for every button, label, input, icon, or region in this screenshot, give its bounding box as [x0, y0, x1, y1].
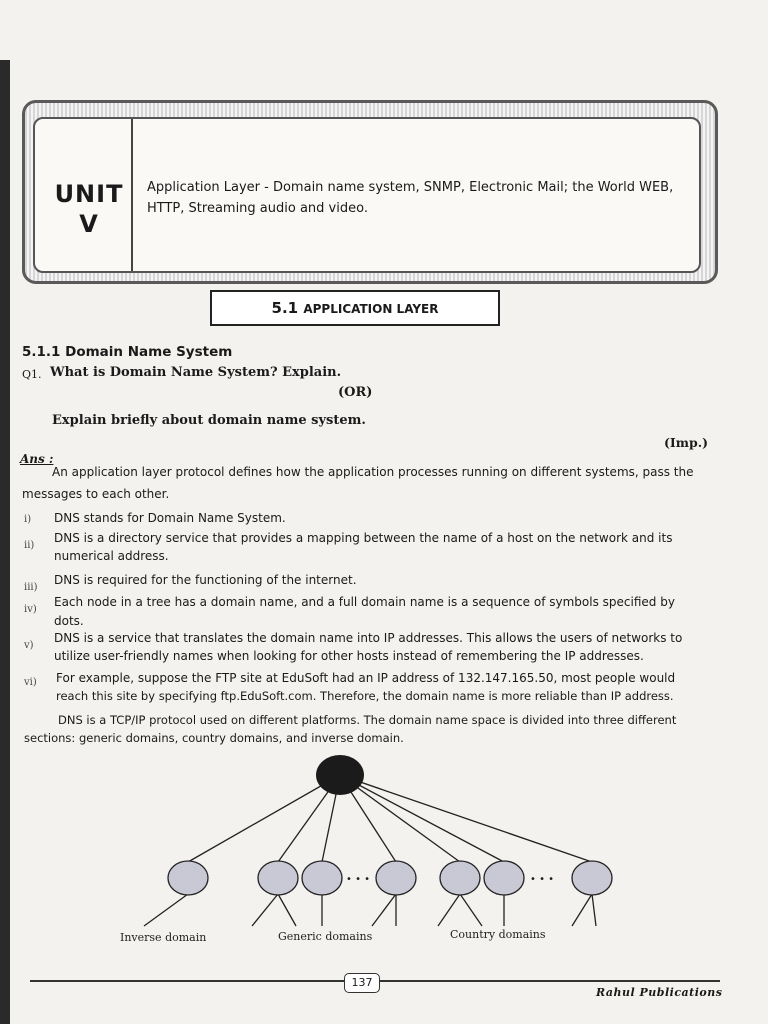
point-line: DNS is a service that translates the domain name into IP addresses. This allows the users of networks to	[54, 631, 683, 645]
unit-topics-line-1: Application Layer - Domain name system, SNMP, Electronic Mail; the World WEB,	[147, 180, 674, 195]
inverse-domain-node	[168, 861, 208, 895]
section-title-box	[210, 290, 500, 326]
point-line: For example, suppose the FTP site at EduSoft had an IP address of 132.147.165.50, most people would	[56, 671, 676, 685]
inverse-domain-label: Inverse domain	[120, 931, 207, 944]
question-text: What is Domain Name System? Explain.	[50, 365, 342, 380]
generic-domain-node	[258, 861, 298, 895]
question-label: Q1.	[22, 368, 42, 381]
importance-tag: (Imp.)	[664, 435, 708, 450]
section-title: APPLICATION LAYER	[303, 302, 439, 316]
subsection-heading: 5.1.1 Domain Name System	[22, 344, 233, 360]
unit-divider	[131, 119, 133, 271]
closing-line-1: DNS is a TCP/IP protocol used on different platforms. The domain name space is divided into three different	[58, 713, 677, 727]
point-number: vi)	[24, 677, 37, 688]
page-number: 137	[344, 973, 380, 993]
root-node	[316, 755, 364, 795]
domain-tree-diagram	[100, 750, 660, 950]
point-line: DNS is required for the functioning of the internet.	[54, 573, 357, 587]
unit-label-word: UNIT	[54, 180, 124, 208]
generic-domains-label: Generic domains	[278, 930, 373, 943]
unit-topics	[147, 177, 681, 219]
point-line: utilize user-friendly names when looking for other hosts instead of remembering the IP addresses.	[54, 649, 644, 663]
unit-label-number: V	[79, 210, 99, 238]
generic-domain-node	[376, 861, 416, 895]
point-line: DNS is a directory service that provides a mapping between the name of a host on the network and its	[54, 531, 673, 545]
country-ellipsis: • • •	[530, 874, 555, 885]
unit-label	[45, 179, 133, 239]
country-domain-node	[484, 861, 524, 895]
section-number: 5.1	[271, 299, 299, 317]
answer-label: Ans :	[20, 452, 54, 466]
point-number: iv)	[24, 604, 37, 615]
point-line: reach this site by specifying ftp.EduSoft.com. Therefore, the domain name is more reliable than IP address.	[56, 689, 674, 703]
point-number: i)	[24, 514, 32, 525]
point-number: v)	[24, 640, 34, 651]
intro-line-1: An application layer protocol defines how the application processes running on different systems, pass the	[52, 465, 694, 479]
page-binding-edge	[0, 60, 10, 1024]
tree-edges	[144, 775, 596, 926]
intro-line-2: messages to each other.	[22, 487, 170, 501]
country-domains-label: Country domains	[450, 928, 546, 941]
point-line: Each node in a tree has a domain name, and a full domain name is a sequence of symbols specified by	[54, 595, 675, 609]
point-line: dots.	[54, 614, 84, 628]
closing-line-2: sections: generic domains, country domains, and inverse domain.	[24, 731, 404, 745]
point-line: DNS stands for Domain Name System.	[54, 511, 286, 525]
unit-header-box	[22, 100, 718, 284]
point-number: iii)	[24, 582, 38, 593]
point-number: ii)	[24, 540, 35, 551]
point-line: numerical address.	[54, 549, 169, 563]
generic-domain-node	[302, 861, 342, 895]
unit-header-inner	[33, 117, 701, 273]
question-alt-text: Explain briefly about domain name system.	[52, 413, 366, 428]
publisher-name: Rahul Publications	[596, 986, 723, 999]
country-domain-node	[572, 861, 612, 895]
unit-topics-line-2: HTTP, Streaming audio and video.	[147, 201, 368, 216]
or-text: (OR)	[338, 385, 373, 400]
country-domain-node	[440, 861, 480, 895]
generic-ellipsis: • • •	[346, 874, 371, 885]
